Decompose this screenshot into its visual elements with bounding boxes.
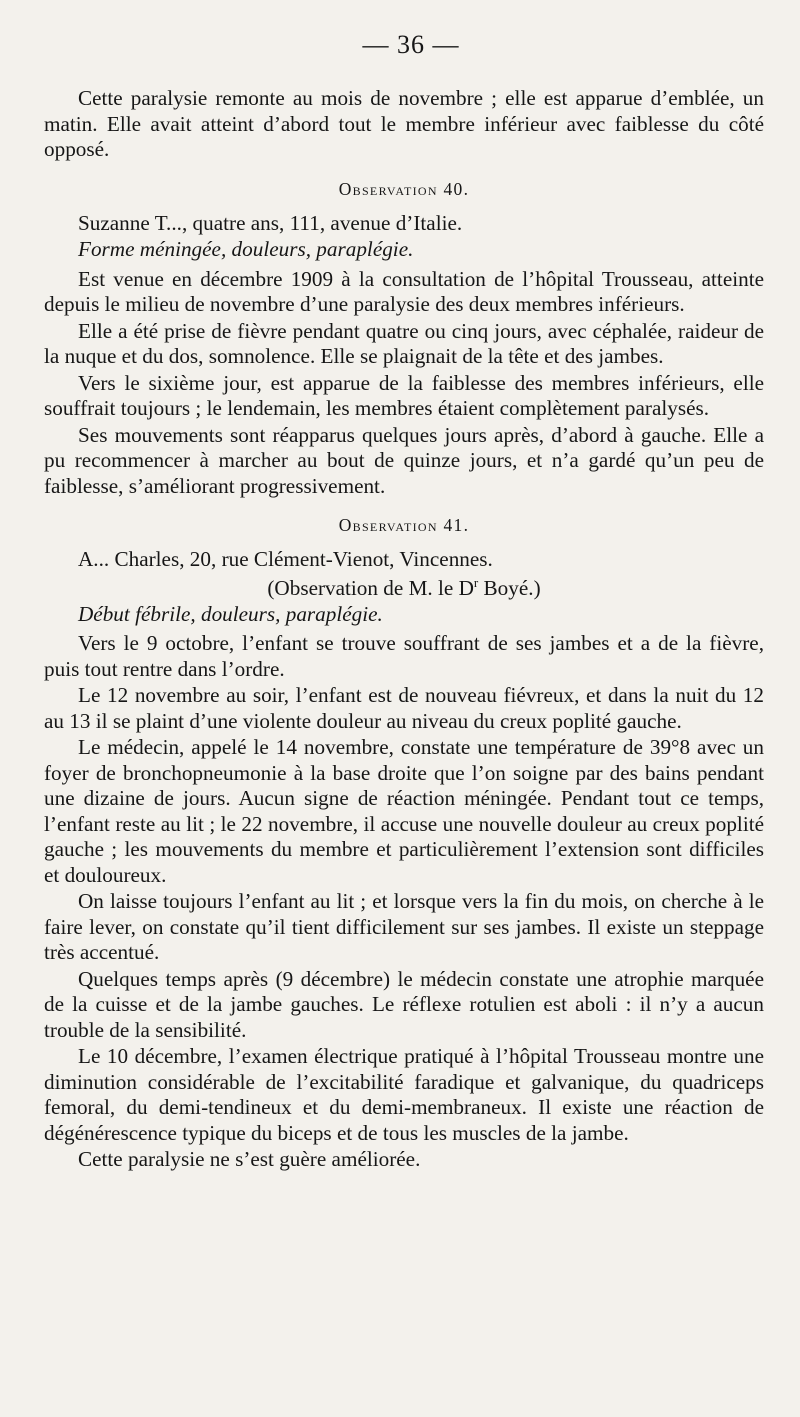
credit-text-before: (Observation de M. le D [267, 575, 474, 600]
credit-text-after: Boyé.) [478, 575, 541, 600]
paragraph: Vers le sixième jour, est apparue de la faiblesse des membres inférieurs, elle souffrait toujours ; le lendemain, les membres étaient complètement paralysés. [44, 370, 764, 420]
observation-40-heading: Observation 40. [338, 178, 470, 199]
observation-41-subtitle: Début fébrile, douleurs, paraplégie. [78, 601, 383, 626]
page-number: — 36 — [362, 30, 460, 59]
paragraph: Ses mouvements sont réapparus quelques jours après, d’abord à gauche. Elle a pu recommencer à marcher au bout de quinze jours, et n’a gardé qu’un peu de faiblesse, s’améliorant progressivement. [44, 422, 764, 498]
credit-superscript: r [473, 574, 479, 590]
paragraph: Vers le 9 octobre, l’enfant se trouve souffrant de ses jambes et a de la fièvre, puis tout rentre dans l’ordre. [44, 631, 764, 681]
paragraph: Le 12 novembre au soir, l’enfant est de nouveau fiévreux, et dans la nuit du 12 au 13 il se plaint d’une violente douleur au niveau du creux poplité gauche. [44, 683, 764, 733]
paragraph: Est venue en décembre 1909 à la consultation de l’hôpital Trousseau, atteinte depuis le milieu de novembre d’une paralysie des deux membres inférieurs. [44, 266, 764, 316]
paragraph: Le médecin, appelé le 14 novembre, constate une température de 39°8 avec un foyer de bronchopneumonie à la base droite que l’on soigne par des bains pendant une dizaine de jours. Aucun signe de réaction méningée. Pendant tout ce temps, l’enfant reste au lit ; le 22 novembre, il accuse une nouvelle douleur au creux poplité gauche ; les mouvements du membre et particulièrement l’extension sont difficiles et douloureux. [44, 735, 764, 887]
paragraph: Le 10 décembre, l’examen électrique pratiqué à l’hôpital Trousseau montre une diminution considérable de l’excitabilité faradique et galvanique, du quadriceps femoral, du demi-tendineux et du demi-membraneux. Il existe une réaction de dégénérescence typique du biceps et de tous les muscles de la jambe. [44, 1044, 764, 1145]
observation-41-credit [44, 575, 764, 601]
paragraph: Cette paralysie remonte au mois de novembre ; elle est apparue d’emblée, un matin. Elle avait atteint d’abord tout le membre inférieur avec faiblesse du côté opposé. [44, 86, 764, 161]
paragraph: Elle a été prise de fièvre pendant quatre ou cinq jours, avec céphalée, raideur de la nuque et du dos, somnolence. Elle se plaignait de la tête et des jambes. [44, 318, 764, 368]
paragraph: Cette paralysie ne s’est guère améliorée. [78, 1147, 421, 1171]
observation-40-subtitle: Forme méningée, douleurs, paraplégie. [78, 237, 414, 261]
paragraph: Quelques temps après (9 décembre) le médecin constate une atrophie marquée de la cuisse et de la jambe gauches. Le réflexe rotulien est aboli : il n’y a aucun trouble de la sensibilité. [44, 966, 764, 1042]
observation-40-subject: Suzanne T..., quatre ans, 111, avenue d’Italie. [78, 210, 463, 235]
observation-41-subject: A... Charles, 20, rue Clément-Vienot, Vincennes. [78, 547, 493, 571]
observation-41-heading: Observation 41. [338, 515, 470, 535]
paragraph: On laisse toujours l’enfant au lit ; et lorsque vers la fin du mois, on cherche à le faire lever, on constate qu’il tient difficilement sur ses jambes. Il existe un steppage très accentué. [44, 889, 764, 964]
